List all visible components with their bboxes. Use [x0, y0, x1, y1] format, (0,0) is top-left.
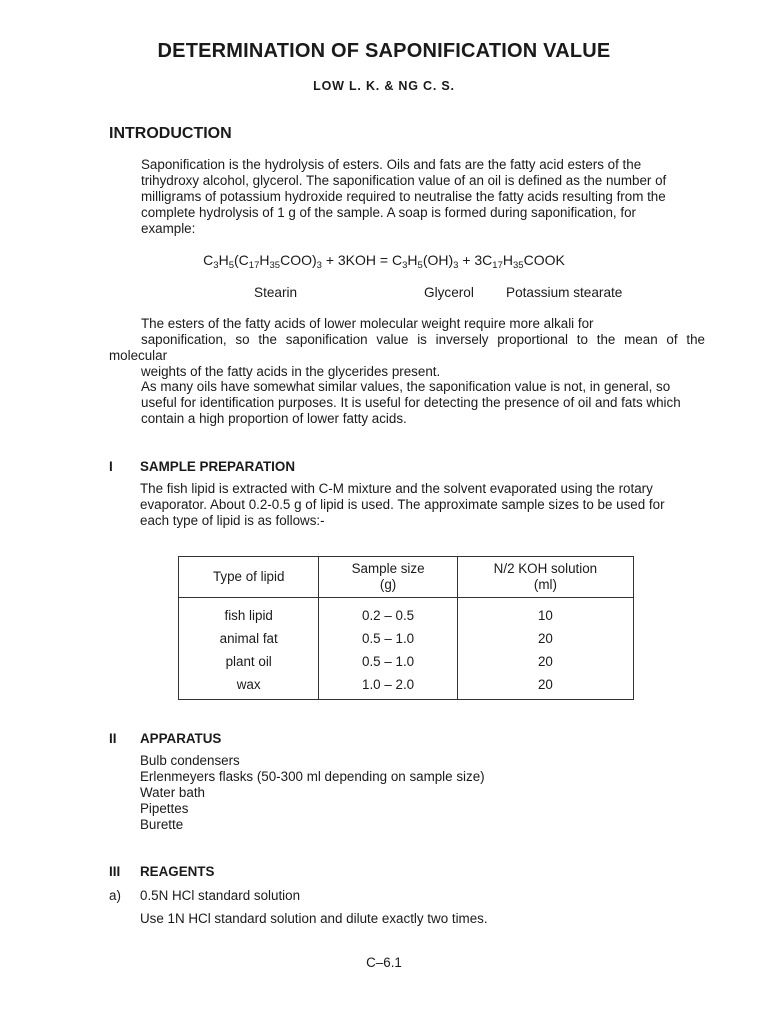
page-number: C–6.1: [366, 955, 402, 970]
intro-p1-line-4: complete hydrolysis of 1 g of the sample. A soap is formed during saponification, for: [141, 205, 636, 220]
header-sample-size-text: Sample size (g): [351, 561, 425, 592]
apparatus-item: Pipettes: [140, 801, 189, 816]
reagent-a-label: a): [109, 888, 121, 903]
header-koh-solution: [457, 557, 633, 598]
intro-p2-line-2: saponification, so the saponification value is inversely proportional to the mean of the molecular: [109, 332, 705, 363]
document-title: DETERMINATION OF SAPONIFICATION VALUE: [157, 40, 611, 62]
apparatus-item: Water bath: [140, 785, 205, 800]
table-row: [179, 673, 634, 700]
equation-label-glycerol: Glycerol: [424, 285, 474, 300]
section-1-line-3: each type of lipid is as follows:-: [140, 513, 325, 528]
intro-p2-line-1: The esters of the fatty acids of lower molecular weight require more alkali for: [141, 316, 594, 331]
introduction-paragraph-3: [109, 379, 705, 427]
sample-size-table: [178, 556, 634, 700]
header-koh-solution-text: N/2 KOH solution (ml): [493, 561, 598, 592]
cell-koh-volume: 20: [457, 650, 633, 673]
section-1-heading: SAMPLE PREPARATION: [140, 459, 295, 474]
header-sample-size: [319, 557, 457, 598]
table-row: [179, 627, 634, 650]
cell-sample-size: 1.0 – 2.0: [319, 673, 457, 700]
table-row: [179, 598, 634, 628]
introduction-paragraph-1: [109, 157, 705, 237]
equation-label-stearin: Stearin: [254, 285, 298, 300]
header-type-of-lipid: Type of lipid: [179, 557, 319, 598]
intro-p3-line-1: As many oils have somewhat similar values, the saponification value is not, in general, so: [141, 379, 671, 394]
cell-koh-volume: 20: [457, 673, 633, 700]
section-1-line-2: evaporator. About 0.2-0.5 g of lipid is used. The approximate sample sizes to be used for: [140, 497, 665, 512]
section-2-heading: APPARATUS: [140, 731, 222, 746]
cell-lipid-type: plant oil: [179, 650, 319, 673]
reagent-a-title: 0.5N HCl standard solution: [140, 888, 301, 903]
cell-sample-size: 0.5 – 1.0: [319, 650, 457, 673]
table-row: [179, 650, 634, 673]
section-1-line-1: The fish lipid is extracted with C-M mixture and the solvent evaporated using the rotary: [140, 481, 653, 496]
introduction-paragraph-2: [109, 316, 705, 380]
intro-p2-line-3: weights of the fatty acids in the glycerides present.: [141, 364, 441, 379]
cell-lipid-type: fish lipid: [179, 598, 319, 628]
cell-sample-size: 0.2 – 0.5: [319, 598, 457, 628]
intro-p1-line-2: trihydroxy alcohol, glycerol. The saponification value of an oil is defined as the number of: [141, 173, 667, 188]
apparatus-item: Bulb condensers: [140, 753, 240, 768]
equation-label-potassium-stearate: Potassium stearate: [506, 285, 623, 300]
intro-p1-line-3: milligrams of potassium hydroxide required to neutralise the fatty acids resulting from the: [141, 189, 666, 204]
section-1-paragraph: [140, 481, 706, 529]
cell-koh-volume: 20: [457, 627, 633, 650]
reagent-a-text: Use 1N HCl standard solution and dilute exactly two times.: [140, 911, 488, 926]
section-3-heading: REAGENTS: [140, 864, 215, 879]
cell-koh-volume: 10: [457, 598, 633, 628]
cell-sample-size: 0.5 – 1.0: [319, 627, 457, 650]
intro-p3-line-2: useful for identification purposes. It is useful for detecting the presence of oil and fats which: [141, 395, 681, 410]
section-2-number: II: [109, 731, 117, 746]
intro-p1-line-1: Saponification is the hydrolysis of esters. Oils and fats are the fatty acid esters of the: [141, 157, 642, 172]
saponification-equation: $C_3H_5(C_{17}H_{35}COO)_3 + 3KOH = C_3H_5(OH)_3$ + $3C_{17}H_{35}COOK$: [203, 252, 565, 271]
apparatus-item: Erlenmeyers flasks (50-300 ml depending on sample size): [140, 769, 485, 784]
cell-lipid-type: animal fat: [179, 627, 319, 650]
intro-p3-line-3: contain a high proportion of lower fatty acids.: [141, 411, 407, 426]
introduction-heading: INTRODUCTION: [109, 125, 232, 142]
apparatus-item: Burette: [140, 817, 184, 832]
table-header-row: [179, 557, 634, 598]
document-authors: LOW L. K. & NG C. S.: [313, 79, 455, 93]
cell-lipid-type: wax: [179, 673, 319, 700]
section-3-number: III: [109, 864, 121, 879]
section-1-number: I: [109, 459, 113, 474]
intro-p1-line-5: example:: [141, 221, 196, 236]
